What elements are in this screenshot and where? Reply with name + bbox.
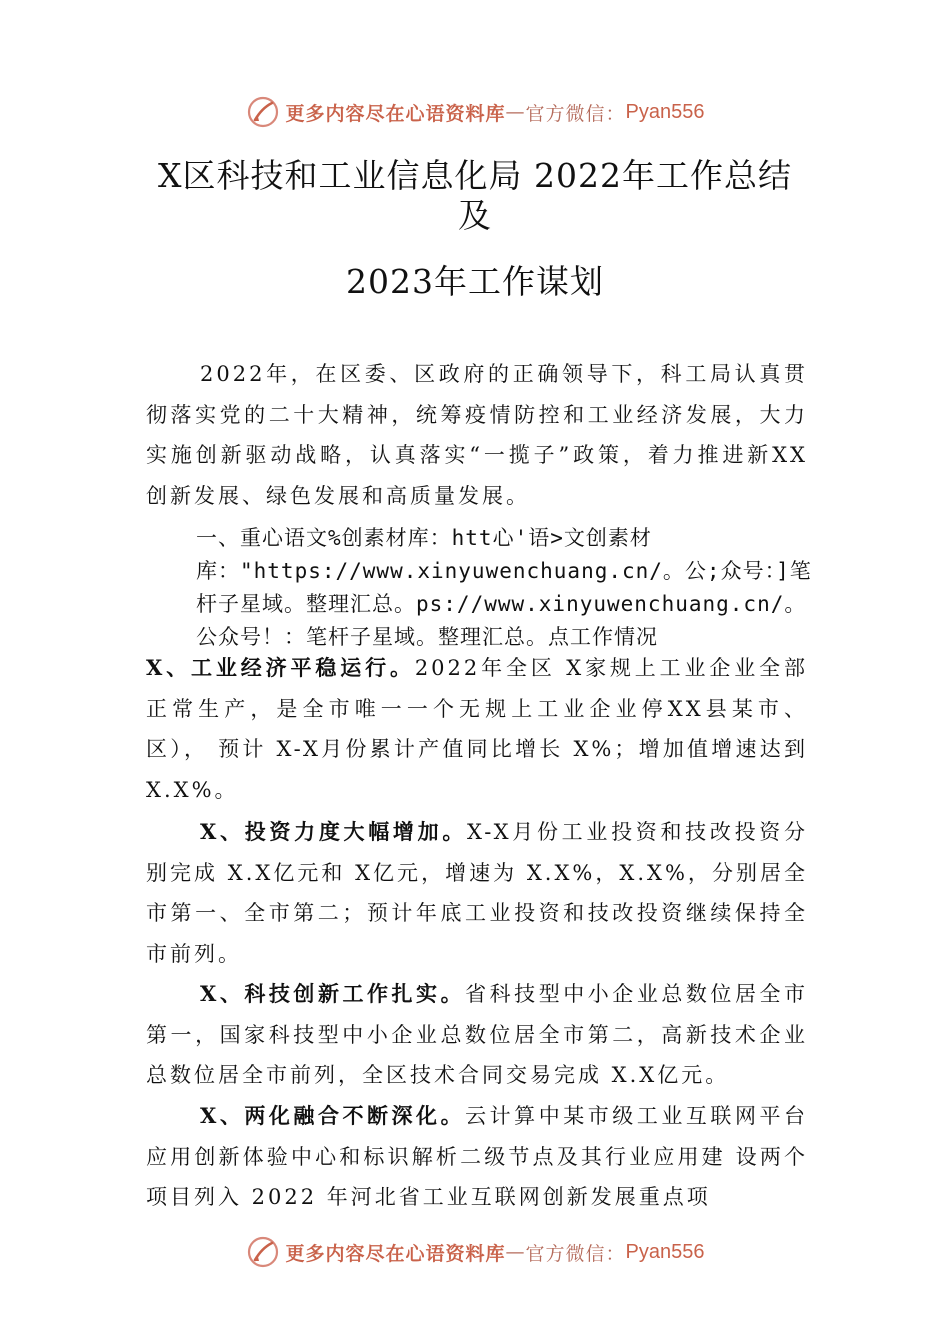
item-text: 云计算中某市级工业互联网平台应用创新体验中心和标识解析二级节点及其行业应用建 设两个项目列入 2022 年河北省工业互联网创新发展重点项 [146, 1104, 809, 1209]
intro-paragraph: 2022年，在区委、区政府的正确领导下，科工局认真贯彻落实党的二十大精神，统筹疫情防控和工业经济发展，大力实施创新驱动战略，认真落实“一揽子”政策，着力推进新XX创新发展、绿色发展和高质量发展。 [146, 362, 808, 508]
item-text: X-X月份工业投资和技改投资分别完成 X.X亿元和 X亿元，增速为 X.X%，X.X%，分别居全市第一、全市第二；预计年底工业投资和技改投资继续保持全市前列。 [146, 820, 808, 966]
item-lead: X、两化融合不断深化。 [200, 1103, 466, 1128]
item-text: 2022年全区 X家规上工业企业全部正常生产，是全市唯一一个无规上工业企业停XX县某市、区）， 预计 X-X月份累计产值同比增长 X%；增加值增速达到 X.X%。 [146, 656, 808, 802]
item-text: 省科技型中小企业总数位居全市第一，国家科技型中小企业总数位居全市第二，高新技术企业总数位居全市前列，全区技术合同交易完成 X.X亿元。 [146, 982, 809, 1087]
brush-logo-icon [246, 95, 280, 129]
brush-logo-icon [246, 1235, 280, 1269]
watermark-main-text: 更多内容尽在心语资料库 [285, 102, 506, 125]
item-lead: X、投资力度大幅增加。 [200, 819, 468, 844]
watermark-wechat-id: Pyan556 [625, 1240, 705, 1263]
watermark-noise-paragraph: 一、重心语文%创素材库：htt心'语>文创素材库："https://www.xinyuwenchuang.cn/。公;众号：]笔杆子星域。整理汇总。ps://www.xinyuwenchuang.cn/。公众号！：笔杆子星域。整理汇总。点工作情况 [196, 526, 812, 649]
item-paragraph-industrial-economy [146, 648, 808, 810]
watermark-sub-text: 官方微信： [525, 102, 626, 125]
item-paragraph-tech-innovation [146, 974, 808, 1096]
watermark-dash: — [505, 101, 526, 123]
watermark-wechat-id: Pyan556 [625, 100, 705, 123]
watermark-sub-text: 官方微信： [525, 1242, 626, 1265]
document-title-line-1: X区科技和工业信息化局 2022年工作总结 [158, 156, 792, 195]
watermark-banner-bottom [0, 1232, 950, 1272]
document-title-line-3: 2023年工作谋划 [346, 262, 604, 301]
watermark-main-text: 更多内容尽在心语资料库 [285, 1242, 506, 1265]
item-paragraph-integration [146, 1096, 808, 1218]
watermark-banner-top [0, 92, 950, 132]
watermark-dash: — [505, 1241, 526, 1263]
item-paragraph-investment [146, 812, 808, 974]
item-lead: X、科技创新工作扎实。 [200, 981, 466, 1006]
item-lead: X、工业经济平稳运行。 [146, 655, 415, 680]
document-title-line-2: 及 [458, 196, 492, 235]
